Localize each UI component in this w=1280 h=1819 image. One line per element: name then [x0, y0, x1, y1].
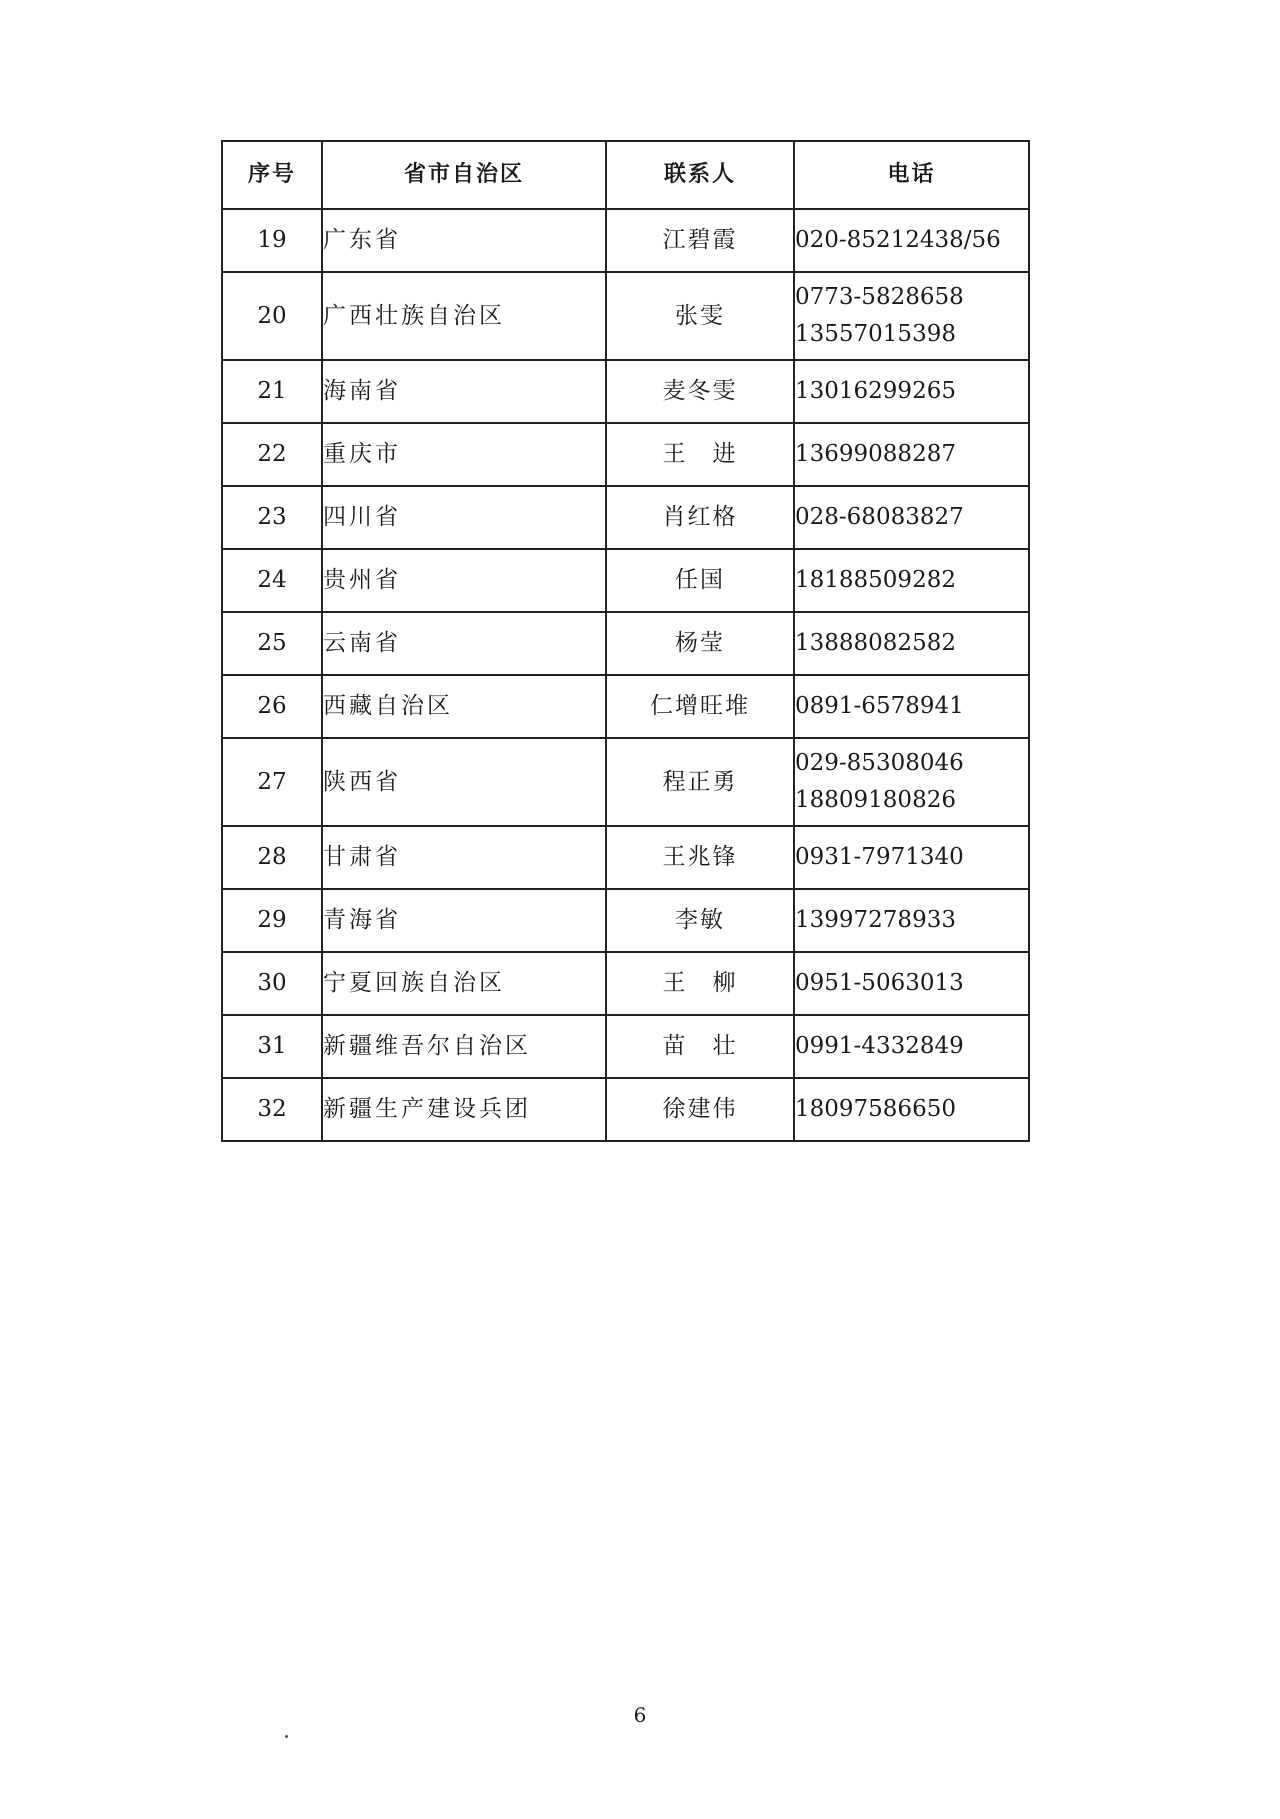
- row-province: 贵州省: [322, 549, 606, 612]
- row-contact-person: 仁增旺堆: [606, 675, 794, 738]
- row-serial-number: 30: [222, 952, 322, 1015]
- row-contact-person: 麦冬雯: [606, 360, 794, 423]
- phone-number: 0931-7971340: [795, 844, 964, 871]
- row-contact-person: 王 柳: [606, 952, 794, 1015]
- table-row: [222, 272, 1029, 360]
- row-province: 广东省: [322, 209, 606, 272]
- table-row: [222, 423, 1029, 486]
- row-contact-person: 江碧霞: [606, 209, 794, 272]
- row-phone: [794, 360, 1029, 423]
- phone-number: 0991-4332849: [795, 1033, 964, 1060]
- row-phone: [794, 1078, 1029, 1141]
- phone-number: 029-85308046: [795, 750, 964, 777]
- row-province: 四川省: [322, 486, 606, 549]
- phone-number: 18188509282: [795, 567, 956, 594]
- row-province: 新疆维吾尔自治区: [322, 1015, 606, 1078]
- row-serial-number: 29: [222, 889, 322, 952]
- row-serial-number: 31: [222, 1015, 322, 1078]
- table-header-row: [222, 141, 1029, 209]
- row-serial-number: 23: [222, 486, 322, 549]
- row-province: 广西壮族自治区: [322, 272, 606, 360]
- row-contact-person: 王兆锋: [606, 826, 794, 889]
- row-province: 海南省: [322, 360, 606, 423]
- table-row: [222, 889, 1029, 952]
- row-phone: [794, 738, 1029, 826]
- row-serial-number: 22: [222, 423, 322, 486]
- row-phone: [794, 952, 1029, 1015]
- table-row: [222, 209, 1029, 272]
- table-row: [222, 952, 1029, 1015]
- table-row: [222, 675, 1029, 738]
- row-serial-number: 20: [222, 272, 322, 360]
- row-phone: [794, 209, 1029, 272]
- row-province: 重庆市: [322, 423, 606, 486]
- row-contact-person: 任国: [606, 549, 794, 612]
- table-row: [222, 1015, 1029, 1078]
- table-row: [222, 1078, 1029, 1141]
- table-row: [222, 486, 1029, 549]
- phone-number: 13557015398: [795, 321, 956, 347]
- row-province: 陕西省: [322, 738, 606, 826]
- page-number: 6: [633, 1703, 647, 1727]
- phone-number: 0951-5063013: [795, 970, 964, 997]
- row-serial-number: 25: [222, 612, 322, 675]
- phone-number: 0773-5828658: [795, 284, 964, 311]
- phone-number: 18097586650: [795, 1096, 956, 1123]
- row-contact-person: 苗 壮: [606, 1015, 794, 1078]
- row-contact-person: 程正勇: [606, 738, 794, 826]
- header-serial-number: 序号: [222, 141, 322, 209]
- table-row: [222, 549, 1029, 612]
- row-phone: [794, 612, 1029, 675]
- phone-number: 028-68083827: [795, 504, 964, 531]
- phone-number: 13016299265: [795, 378, 956, 405]
- scan-speck: [285, 1735, 288, 1738]
- row-phone: [794, 889, 1029, 952]
- contact-table: [221, 140, 1030, 1142]
- row-serial-number: 24: [222, 549, 322, 612]
- table-row: [222, 826, 1029, 889]
- table-body: [222, 209, 1029, 1141]
- row-province: 西藏自治区: [322, 675, 606, 738]
- row-serial-number: 26: [222, 675, 322, 738]
- row-contact-person: 杨莹: [606, 612, 794, 675]
- phone-number: 020-85212438/56: [795, 227, 1001, 254]
- row-contact-person: 王 进: [606, 423, 794, 486]
- row-phone: [794, 549, 1029, 612]
- row-serial-number: 28: [222, 826, 322, 889]
- row-province: 甘肃省: [322, 826, 606, 889]
- row-phone: [794, 272, 1029, 360]
- phone-number: 13997278933: [795, 907, 956, 934]
- table-row: [222, 612, 1029, 675]
- row-phone: [794, 486, 1029, 549]
- row-province: 新疆生产建设兵团: [322, 1078, 606, 1141]
- row-phone: [794, 675, 1029, 738]
- header-province: 省市自治区: [322, 141, 606, 209]
- phone-number: 0891-6578941: [795, 693, 964, 720]
- row-serial-number: 21: [222, 360, 322, 423]
- header-phone: 电话: [794, 141, 1029, 209]
- row-contact-person: 李敏: [606, 889, 794, 952]
- row-phone: [794, 1015, 1029, 1078]
- row-phone: [794, 826, 1029, 889]
- row-contact-person: 张雯: [606, 272, 794, 360]
- row-province: 宁夏回族自治区: [322, 952, 606, 1015]
- phone-number: 13699088287: [795, 441, 956, 468]
- header-contact-person: 联系人: [606, 141, 794, 209]
- row-serial-number: 27: [222, 738, 322, 826]
- row-contact-person: 肖红格: [606, 486, 794, 549]
- row-serial-number: 19: [222, 209, 322, 272]
- table-row: [222, 360, 1029, 423]
- phone-number: 13888082582: [795, 630, 956, 657]
- row-contact-person: 徐建伟: [606, 1078, 794, 1141]
- row-province: 云南省: [322, 612, 606, 675]
- phone-number: 18809180826: [795, 787, 956, 813]
- table-row: [222, 738, 1029, 826]
- row-province: 青海省: [322, 889, 606, 952]
- row-serial-number: 32: [222, 1078, 322, 1141]
- row-phone: [794, 423, 1029, 486]
